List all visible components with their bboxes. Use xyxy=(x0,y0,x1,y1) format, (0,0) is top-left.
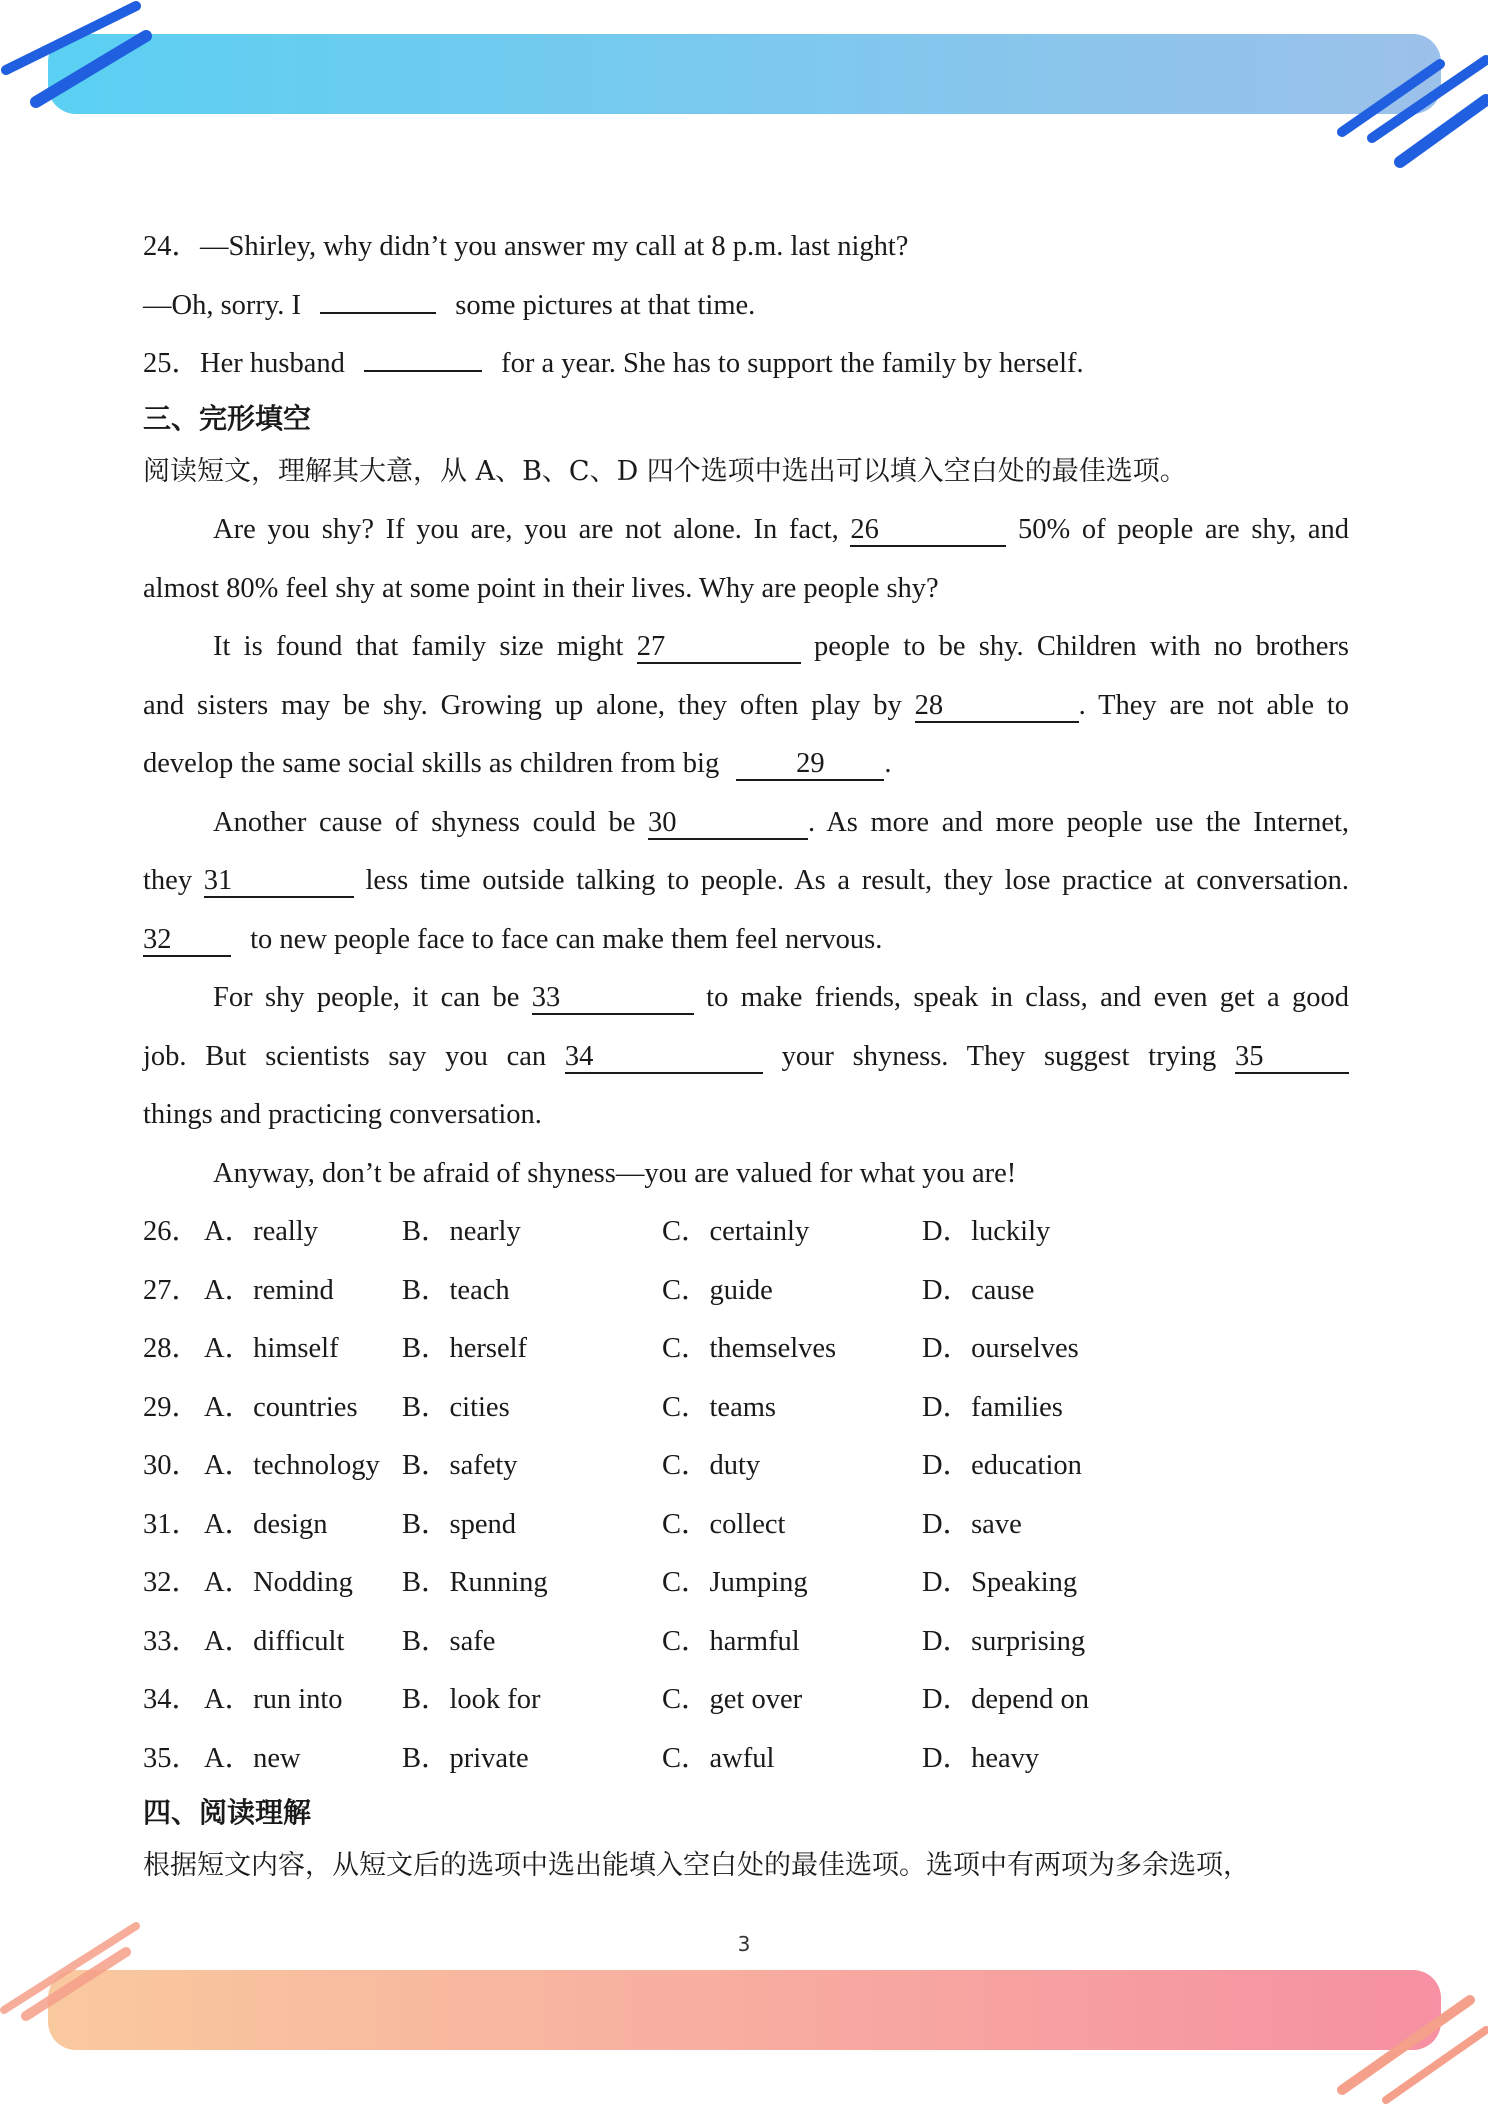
option-row: 34． A．run into B．look for C．get over D．depend on xyxy=(143,1684,1090,1715)
passage-line: Another cause of shyness could be 30 . As more and more people use the Internet, xyxy=(213,806,1350,838)
blank-27: 27 xyxy=(637,632,801,664)
blank-30: 30 xyxy=(648,808,808,840)
question-24-line-2: —Oh, sorry. I some pictures at that time. xyxy=(143,277,1349,336)
question-25: 25．Her husband for a year. She has to support the family by herself. xyxy=(143,335,1349,394)
passage-line: job. But scientists say you can 34 your shyness. They suggest trying 35 xyxy=(143,1028,1349,1087)
blank-32: 32 xyxy=(143,925,231,957)
option-row: 29． A．countries B．cities C．teams D．families xyxy=(143,1391,1063,1423)
section-4-instruction: 根据短文内容，从短文后的选项中选出能填入空白处的最佳选项。选项中有两项为多余选项， xyxy=(143,1850,1250,1881)
passage-line: and sisters may be shy. Growing up alone, they often play by 28 . They are not able to xyxy=(143,689,1350,721)
blank-26: 26 xyxy=(850,515,1006,547)
section-3-instruction: 阅读短文，理解其大意，从 A、B、C、D 四个选项中选出可以填入空白处的最佳选项。 xyxy=(143,455,1187,487)
blank-33: 33 xyxy=(532,983,694,1015)
passage-line: they 31 less time outside talking to people. As a result, they lose practice at conversation. xyxy=(143,865,1350,896)
blank-34: 34 xyxy=(565,1042,763,1074)
option-row: 35． A．new B．private C．awful D．heavy xyxy=(143,1742,1040,1774)
answer-blank xyxy=(320,282,436,314)
page-content xyxy=(143,218,1349,1896)
passage-line: For shy people, it can be 33 to make friends, speak in class, and even get a good xyxy=(213,982,1350,1013)
option-row: 26． A．really B．nearly C．certainly D．luckily xyxy=(143,1216,1051,1247)
bottom-banner xyxy=(48,1970,1441,2050)
blank-29: 29 xyxy=(736,749,884,781)
question-24-line-1: 24．—Shirley, why didn’t you answer my call at 8 p.m. last night? xyxy=(143,231,909,262)
option-row: 32． A．Nodding B．Running C．Jumping D．Speaking xyxy=(143,1567,1078,1598)
passage-line: almost 80% feel shy at some point in their lives. Why are people shy? xyxy=(143,572,939,604)
passage-line: develop the same social skills as children from big 29 . xyxy=(143,748,892,779)
passage-line: It is found that family size might 27 people to be shy. Children with no brothers xyxy=(213,631,1350,662)
option-row: 31． A．design B．spend C．collect D．save xyxy=(143,1508,1022,1540)
option-row: 27． A．remind B．teach C．guide D．cause xyxy=(143,1274,1035,1306)
passage-line: 32 to new people face to face can make them feel nervous. xyxy=(143,923,883,955)
passage-line: things and practicing conversation. xyxy=(143,1099,542,1130)
option-row: 30． A．technology B．safety C．duty D．education xyxy=(143,1450,1082,1481)
answer-blank xyxy=(364,340,482,372)
passage-line: Are you shy? If you are, you are not alone. In fact, 26 50% of people are shy, and xyxy=(213,514,1349,545)
blank-28: 28 xyxy=(915,691,1079,723)
section-4-heading: 四、阅读理解 xyxy=(143,1796,312,1829)
blank-31: 31 xyxy=(204,866,354,898)
passage-line: Anyway, don’t be afraid of shyness—you are valued for what you are! xyxy=(213,1157,1017,1189)
top-banner xyxy=(48,34,1441,114)
page-number: 3 xyxy=(737,1932,751,1956)
options-list xyxy=(143,1203,1349,1788)
blank-35: 35 xyxy=(1235,1042,1349,1074)
option-row: 28． A．himself B．herself C．themselves D．ourselves xyxy=(143,1333,1079,1364)
section-3-heading: 三、完形填空 xyxy=(143,401,312,435)
option-row: 33． A．difficult B．safe C．harmful D．surprising xyxy=(143,1625,1086,1657)
